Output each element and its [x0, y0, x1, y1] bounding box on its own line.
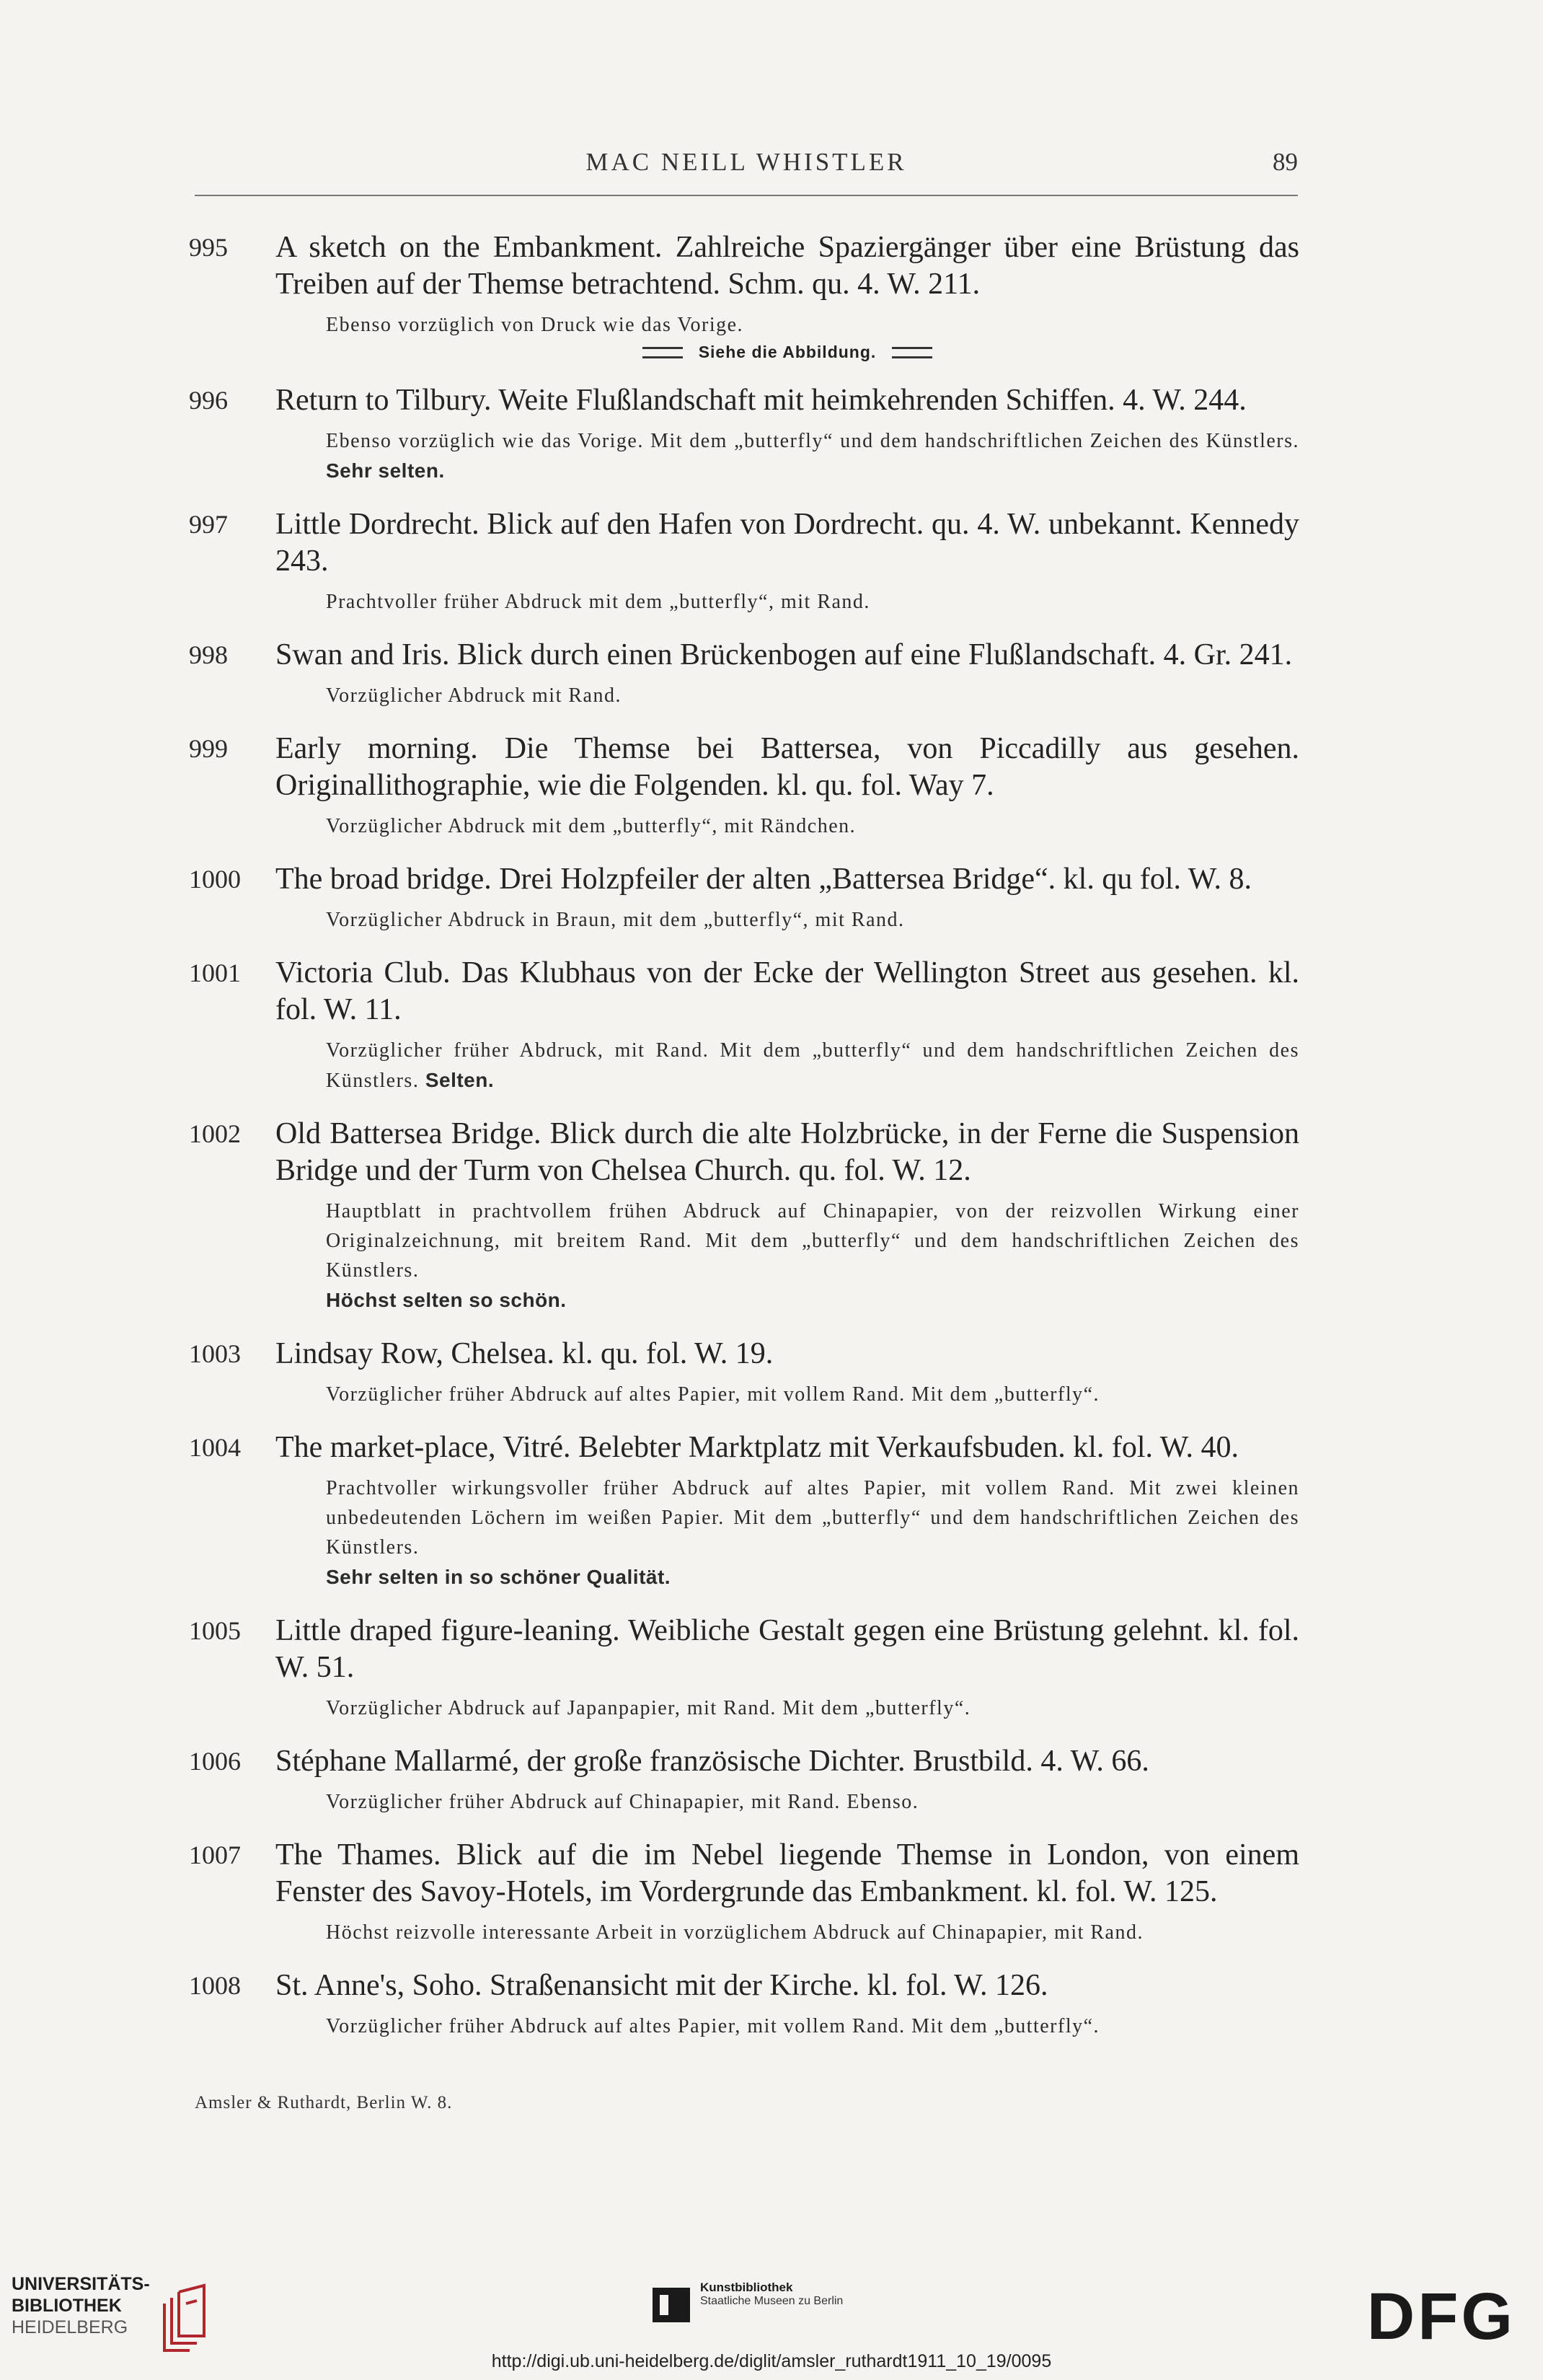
lot-list: [189, 229, 1299, 2061]
lot-number: 998: [189, 640, 228, 669]
lot-note-text: Vorzüglicher Abdruck mit dem „butterfly“, mit Rändchen.: [326, 815, 857, 837]
digitization-footer: [0, 2257, 1543, 2380]
lot-title: The broad bridge. Drei Holzpfeiler der alten „Battersea Bridge“. kl. qu fol. W. 8.: [275, 863, 1252, 896]
lot-entry: [189, 1116, 1299, 1315]
lot-entry: [189, 229, 1299, 362]
lot-number: 1007: [189, 1841, 241, 1869]
lot-note: [326, 587, 1299, 617]
lot-note-text: Prachtvoller früher Abdruck mit dem „butterfly“, mit Rand.: [326, 591, 870, 613]
lot-note-text: Vorzüglicher Abdruck auf Japanpapier, mit Rand. Mit dem „butterfly“.: [326, 1697, 971, 1719]
lot-note-text: Prachtvoller wirkungsvoller früher Abdruck auf altes Papier, mit vollem Rand. Mit zwei kleinen unbedeutenden Löchern im weißen Papier. Mit dem „butterfly“ und dem handschriftlichen Zeichen des Künstlers.: [326, 1477, 1299, 1559]
lot-entry: [189, 1837, 1299, 1947]
lot-title: Little draped figure-leaning. Weibliche Gestalt gegen eine Brüstung gelehnt. kl. fol. W. 51.: [275, 1614, 1299, 1684]
lot-entry: [189, 382, 1299, 486]
lot-note: [326, 2011, 1299, 2041]
lot-note: [326, 1473, 1299, 1592]
page-number: 89: [1273, 148, 1298, 176]
lot-note: [326, 310, 1299, 340]
lot-note: [326, 811, 1299, 841]
lot-entry: [189, 1429, 1299, 1592]
lot-title: St. Anne's, Soho. Straßenansicht mit der Kirche. kl. fol. W. 126.: [275, 1969, 1048, 2002]
lot-note-text: Vorzüglicher früher Abdruck auf altes Papier, mit vollem Rand. Mit dem „butterfly“.: [326, 2015, 1100, 2037]
lot-entry: [189, 1967, 1299, 2041]
library-name-line2: BIBLIOTHEK: [12, 2296, 122, 2316]
running-title: MAC NEILL WHISTLER: [585, 148, 907, 176]
lot-number: 1001: [189, 958, 241, 987]
lot-note-emphasis: Selten.: [425, 1069, 495, 1091]
lot-note-emphasis: Höchst selten so schön.: [326, 1289, 567, 1311]
kunstbibliothek-mark-icon: [653, 2288, 690, 2322]
lot-note: [326, 905, 1299, 935]
lot-title: Swan and Iris. Blick durch einen Brückenbogen auf eine Flußlandschaft. 4. Gr. 241.: [275, 638, 1293, 671]
lot-entry: [189, 506, 1299, 617]
lot-entry: [189, 1743, 1299, 1817]
lot-note: [326, 1693, 1299, 1723]
lot-title: Early morning. Die Themse bei Battersea, von Piccadilly aus gesehen. Originallithographie, wie die Folgenden. kl. qu. fol. Way 7.: [275, 732, 1299, 802]
lot-entry: [189, 637, 1299, 710]
ub-mark-icon: [157, 2282, 215, 2354]
running-head: [195, 144, 1298, 196]
see-figure-note: [275, 343, 1299, 362]
lot-number: 1006: [189, 1747, 241, 1776]
lot-title: The market-place, Vitré. Belebter Marktplatz mit Verkaufsbuden. kl. fol. W. 40.: [275, 1431, 1239, 1464]
double-rule-left: [642, 347, 683, 358]
permalink-url[interactable]: http://digi.ub.uni-heidelberg.de/diglit/amsler_ruthardt1911_10_19/0095: [491, 2351, 1052, 2371]
lot-title: The Thames. Blick auf die im Nebel liegende Themse in London, von einem Fenster des Savoy-Hotels, im Vordergrunde das Embankment. kl. fol. W. 125.: [275, 1838, 1299, 1908]
kb-name: Kunstbibliothek: [700, 2280, 793, 2294]
lot-note: [326, 1196, 1299, 1315]
library-name-line3: HEIDELBERG: [12, 2317, 128, 2337]
double-rule-right: [892, 347, 932, 358]
lot-entry: [189, 861, 1299, 935]
lot-number: 997: [189, 510, 228, 539]
lot-number: 1002: [189, 1119, 241, 1148]
lot-note: [326, 1787, 1299, 1817]
lot-note: [326, 681, 1299, 710]
lot-note-text: Vorzüglicher früher Abdruck, mit Rand. Mit dem „butterfly“ und dem handschriftlichen Zeichen des Künstlers.: [326, 1039, 1299, 1092]
lot-note: [326, 1918, 1299, 1947]
lot-note: [326, 1036, 1299, 1096]
lot-title: Old Battersea Bridge. Blick durch die alte Holzbrücke, in der Ferne die Suspension Bridge und der Turm von Chelsea Church. qu. fol. W. 12.: [275, 1117, 1299, 1187]
see-figure-text: Siehe die Abbildung.: [698, 343, 877, 361]
lot-note-text: Vorzüglicher Abdruck mit Rand.: [326, 684, 622, 707]
library-name-line1: UNIVERSITÄTS-: [12, 2274, 150, 2294]
lot-entry: [189, 1613, 1299, 1723]
lot-title: Victoria Club. Das Klubhaus von der Ecke der Wellington Street aus gesehen. kl. fol. W. 11.: [275, 956, 1299, 1026]
lot-title: Stéphane Mallarmé, der große französische Dichter. Brustbild. 4. W. 66.: [275, 1745, 1149, 1778]
printer-imprint: Amsler & Ruthardt, Berlin W. 8.: [195, 2093, 453, 2112]
kb-subtitle: Staatliche Museen zu Berlin: [700, 2295, 844, 2307]
lot-note-text: Ebenso vorzüglich von Druck wie das Vorige.: [326, 314, 744, 336]
lot-note: [326, 1380, 1299, 1409]
lot-note-text: Hauptblatt in prachtvollem frühen Abdruck auf Chinapapier, von der reizvollen Wirkung einer Originalzeichnung, mit breitem Rand. Mit dem „butterfly“ und dem handschriftlichen Zeichen des Künstlers.: [326, 1200, 1299, 1282]
lot-number: 996: [189, 386, 228, 415]
lot-title: Return to Tilbury. Weite Flußlandschaft mit heimkehrenden Schiffen. 4. W. 244.: [275, 384, 1247, 417]
kunstbibliothek-logo: [653, 2280, 843, 2322]
lot-title: A sketch on the Embankment. Zahlreiche Spaziergänger über eine Brüstung das Treiben auf der Themse betrachtend. Schm. qu. 4. W. 211.: [275, 231, 1299, 301]
lot-number: 1005: [189, 1616, 241, 1645]
lot-number: 1004: [189, 1433, 241, 1462]
lot-title: Lindsay Row, Chelsea. kl. qu. fol. W. 19.: [275, 1337, 774, 1370]
lot-note-emphasis: Sehr selten.: [326, 459, 445, 482]
lot-number: 995: [189, 233, 228, 262]
lot-note-text: Ebenso vorzüglich wie das Vorige. Mit dem „butterfly“ und dem handschriftlichen Zeichen des Künstlers.: [326, 430, 1299, 452]
lot-entry: [189, 1336, 1299, 1409]
lot-entry: [189, 955, 1299, 1096]
ub-heidelberg-logo: [12, 2273, 150, 2338]
lot-entry: [189, 731, 1299, 841]
lot-number: 1000: [189, 865, 241, 894]
lot-note-emphasis: Sehr selten in so schöner Qualität.: [326, 1566, 671, 1588]
lot-title: Little Dordrecht. Blick auf den Hafen von Dordrecht. qu. 4. W. unbekannt. Kennedy 243.: [275, 508, 1299, 578]
lot-note-text: Vorzüglicher früher Abdruck auf Chinapapier, mit Rand. Ebenso.: [326, 1791, 919, 1813]
lot-number: 1003: [189, 1339, 241, 1368]
lot-note-text: Höchst reizvolle interessante Arbeit in vorzüglichem Abdruck auf Chinapapier, mit Rand.: [326, 1921, 1144, 1944]
lot-note-text: Vorzüglicher Abdruck in Braun, mit dem „butterfly“, mit Rand.: [326, 909, 905, 931]
lot-number: 1008: [189, 1971, 241, 2000]
lot-note: [326, 426, 1299, 486]
lot-number: 999: [189, 734, 228, 763]
dfg-logo: DFG: [1366, 2280, 1516, 2353]
lot-note-text: Vorzüglicher früher Abdruck auf altes Papier, mit vollem Rand. Mit dem „butterfly“.: [326, 1383, 1100, 1406]
